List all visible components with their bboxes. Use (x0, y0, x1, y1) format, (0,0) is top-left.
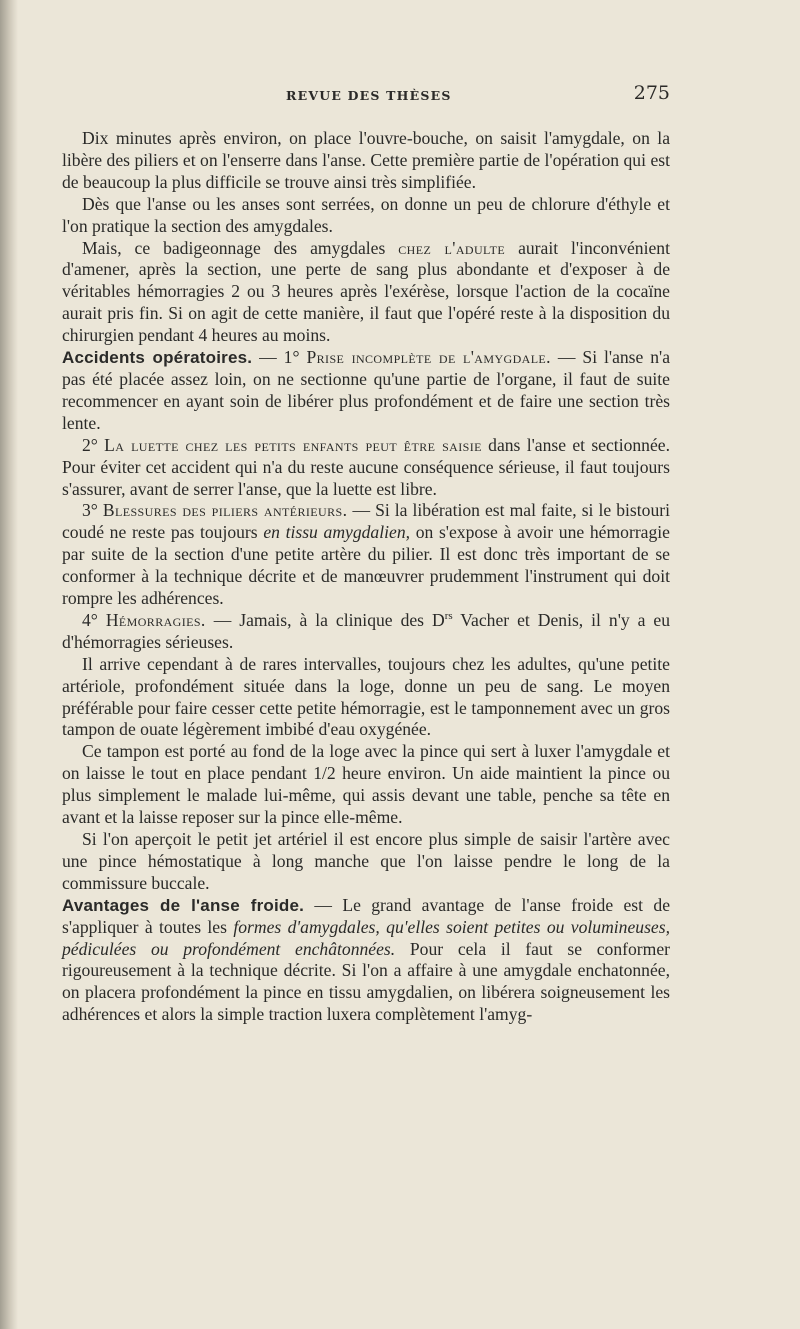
paragraph-10-text: Si l'on aperçoit le petit jet artériel il est encore plus simple de saisir l'artère avec une pince hémostatique à long manche que l'on laisse pendre le long de la commissure buccale. (62, 829, 670, 893)
avantages-text-b: Pour cela il faut se conformer rigoureusement à la technique décrite. Si l'on a affaire à une amygdale enchatonnée, on placera profondément la pince en tissu amygdalien, on libérera soigneusement les adhérences et alors la simple traction luxera complètement l'amyg- (62, 938, 670, 1025)
paragraph-1-text: Dix minutes après environ, on place l'ouvre-bouche, on saisit l'amygdale, on la libère des piliers et on l'enserre dans l'anse. Cette première partie de l'opération qui est de beaucoup la plus difficile se trouve ainsi très simplifiée. (62, 128, 670, 192)
paragraph-3-text-a: Mais, ce badigeonnage des amygdales (82, 237, 386, 258)
item-3-number: 3° (82, 500, 98, 521)
paragraph-3-smallcaps: chez l'adulte (398, 237, 506, 258)
paragraph-2-text: Dès que l'anse ou les anses sont serrées, on donne un peu de chlorure d'éthyle et l'on pratique la section des amygdales. (62, 193, 670, 236)
avantages-text-a: — Le grand avantage de l'anse froide est de s'appliquer à toutes les (62, 894, 670, 937)
item-3-text-a: — Si la libération est mal faite, si le bistouri coudé ne reste pas toujours (62, 500, 670, 543)
paragraph-1 (62, 128, 670, 194)
paragraph-3-text-b: aurait l'inconvénient d'amener, après la section, une perte de sang plus abondante et d'exposer à de véritables hémorragies 2 ou 3 heures après l'exérèse, lorsque l'action de la cocaïne aurait pris fin. Si on agit de cette manière, il faut que l'opéré reste à la disposition du chirurgien pendant 4 heures au moins. (62, 237, 670, 346)
item-4-text-b: Vacher et Denis, il n'y a eu d'hémorragies sérieuses. (62, 609, 670, 652)
item-2-number: 2° (82, 434, 98, 455)
paragraph-2 (62, 194, 670, 238)
heading-dash: — (252, 347, 284, 368)
section-avantages (62, 895, 670, 1026)
item-3-italic: en tissu amygdalien, (263, 522, 411, 543)
paragraph-item-3 (62, 500, 670, 610)
binding-shadow (0, 0, 18, 1329)
paragraph-3 (62, 238, 670, 348)
item-3-text-b: on s'expose à avoir une hémorragie par suite de la section d'une petite artère du pilier. Il est donc très important de se conformer à la technique décrite et de manœuvrer prudemment l'instrument qui doit rompre les adhérences. (62, 522, 670, 609)
heading-accidents: Accidents opératoires. (62, 348, 253, 368)
paragraph-item-2 (62, 435, 670, 501)
paragraph-8-text: Il arrive cependant à de rares intervalles, toujours chez les adultes, qu'une petite artériole, profondément située dans la loge, donne un peu de sang. Le moyen préférable pour faire cesser cette petite hémorragie, est le tamponnement avec un gros tampon de ouate légèrement imbibé d'eau oxygénée. (62, 653, 670, 740)
item-2-text: dans l'anse et sectionnée. Pour éviter cet accident qui n'a du reste aucune conséquence sérieuse, il faut toujours s'assurer, avant de serrer l'anse, que la luette est libre. (62, 434, 670, 499)
paragraph-9-text: Ce tampon est porté au fond de la loge avec la pince qui sert à luxer l'amygdale et on laisse le tout en place pendant 1/2 heure environ. Un aide maintient la pince ou plus simplement le malade lui-même, qui assis devant une table, penche sa tête en avant et la laisse reposer sur la pince elle-même. (62, 741, 670, 828)
item-4-number: 4° (82, 609, 98, 630)
item-1-title: Prise incomplète de l'amygdale. (306, 347, 551, 368)
item-4-text-a: — Jamais, à la clinique des D (213, 609, 445, 630)
heading-avantages: Avantages de l'anse froide. (62, 895, 305, 915)
body-text (62, 128, 670, 1026)
item-2-title: La luette chez les petits enfants peut être saisie (104, 434, 482, 455)
running-title: REVUE DES THÈSES (286, 88, 452, 103)
item-4-title: Hémorragies. (105, 609, 206, 630)
paragraph-9 (62, 741, 670, 829)
item-1-number: 1° (283, 347, 300, 368)
item-4-superscript: rs (444, 610, 453, 623)
page-header (62, 78, 670, 110)
avantages-italic: formes d'amygdales, qu'elles soient petites ou volumineuses, pédiculées ou profondément enchâtonnées. (62, 916, 670, 959)
paragraph-item-4 (62, 610, 670, 654)
paragraph-8 (62, 654, 670, 742)
item-3-title: Blessures des piliers antérieurs. (102, 500, 348, 521)
section-accidents (62, 347, 670, 435)
paragraph-10 (62, 829, 670, 895)
page-number: 275 (633, 82, 670, 104)
item-1-text: — Si l'anse n'a pas été placée assez loin, on ne sectionne qu'une partie de l'organe, il faut de suite recommencer en ayant soin de libérer plus profondément et de faire une section très lente. (62, 347, 671, 433)
